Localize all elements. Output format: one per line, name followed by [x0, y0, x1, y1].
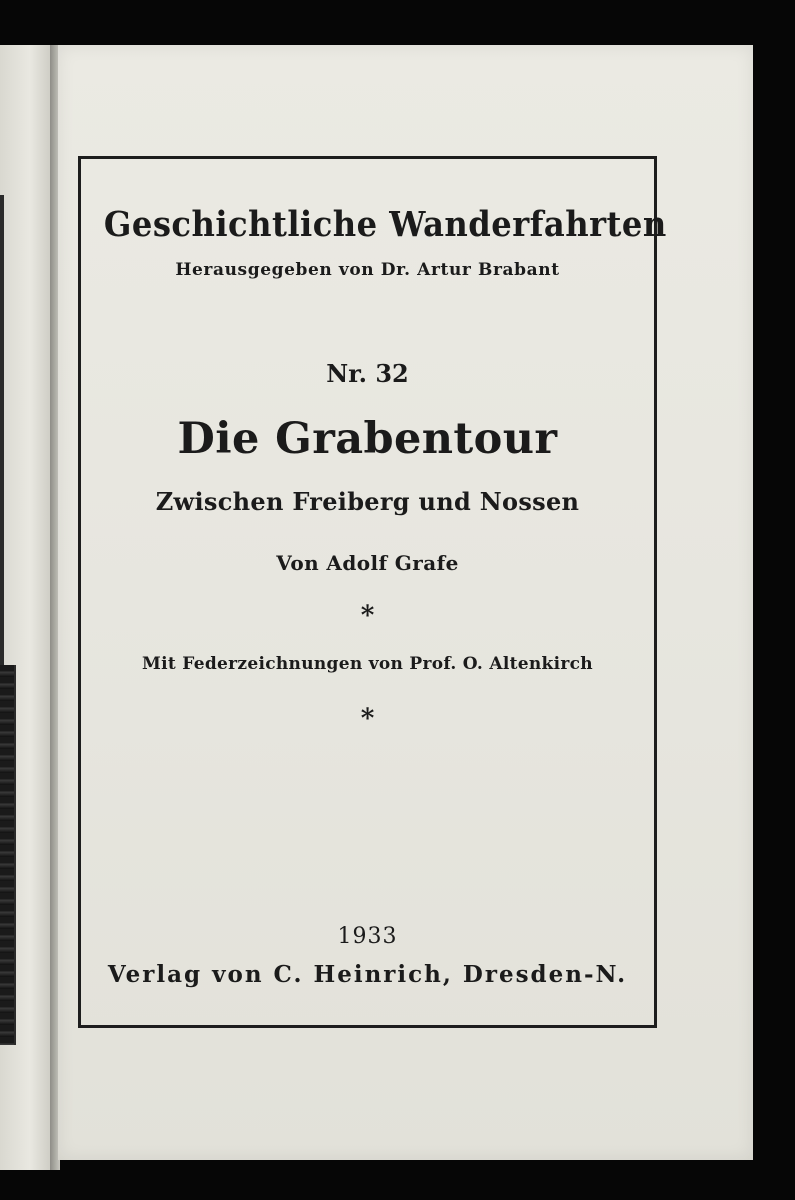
- left-page-illustration-edge: [0, 195, 4, 665]
- editor-line: Herausgegeben von Dr. Artur Brabant: [175, 260, 560, 280]
- title-page: [58, 45, 753, 1160]
- author-line: Von Adolf Grafe: [276, 551, 459, 575]
- adjacent-left-page: [0, 45, 50, 1170]
- book-subtitle: Zwischen Freiberg und Nossen: [155, 487, 580, 516]
- left-page-illustration: [0, 665, 16, 1045]
- illustrations-credit: Mit Federzeichnungen von Prof. O. Altenkirch: [142, 654, 593, 674]
- title-frame: [78, 156, 667, 1028]
- publisher-line: Verlag von C. Heinrich, Dresden-N.: [107, 961, 628, 988]
- series-title: Geschichtliche Wanderfahrten: [103, 204, 667, 245]
- book-title: Die Grabentour: [177, 414, 558, 464]
- publication-year: 1933: [337, 924, 398, 949]
- volume-number: Nr. 32: [326, 359, 409, 388]
- ornament-star: *: [360, 704, 375, 734]
- ornament-star: *: [360, 601, 375, 631]
